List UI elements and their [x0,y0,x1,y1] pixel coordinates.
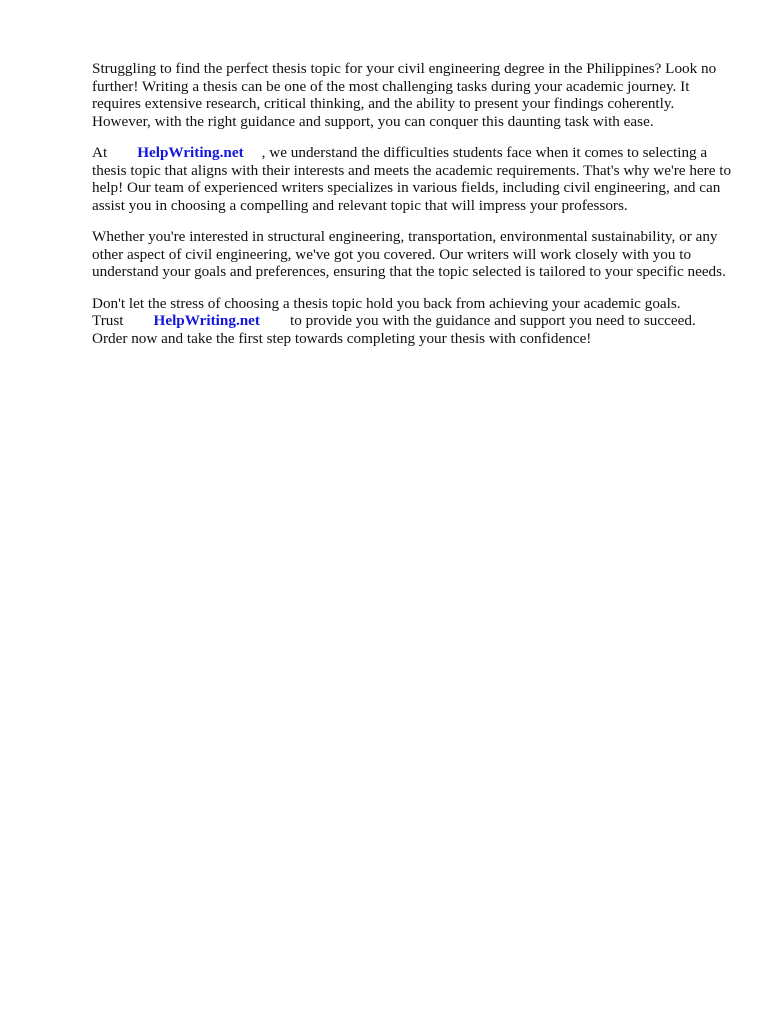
paragraph-intro: Struggling to find the perfect thesis topic for your civil engineering degree in the Philippines? Look no further! Writing a thesis can be one of the most challenging tasks during your academic journey. It requires extensive research, critical thinking, and the ability to present your findings coherently. However, with the right guidance and support, you can conquer this daunting task with ease. [92,60,717,130]
paragraph-text: Don't let the stress of choosing a thesis topic hold you back from achieving your academic goals. [92,294,681,312]
paragraph-fields: Whether you're interested in structural engineering, transportation, environmental sustainability, or any other aspect of civil engineering, we've got you covered. Our writers will work closely with you to understand your goals and preferences, ensuring that the topic selected is tailored to your specific needs. [92,228,726,280]
paragraph-text: At [92,144,108,161]
paragraph-text: to provide you with the guidance and support you need to succeed. Order now and take the first step towards completing your thesis with confidence! [92,312,696,347]
paragraph-closing [92,295,732,348]
document-body [92,60,732,361]
paragraph-text: , we understand the difficulties students face when it comes to selecting a thesis topic that aligns with their interests and meets the academic requirements. That's why we're here to help! Our team of experienced writers specializes in various fields, including civil engineering, and can assist you in choosing a compelling and relevant topic that will impress your professors. [92,144,732,214]
helpwriting-link[interactable]: HelpWriting.net [137,144,244,161]
paragraph-helpwriting [92,144,732,214]
paragraph-text: Trust [92,312,124,329]
helpwriting-link-2[interactable]: HelpWriting.net [153,312,260,329]
